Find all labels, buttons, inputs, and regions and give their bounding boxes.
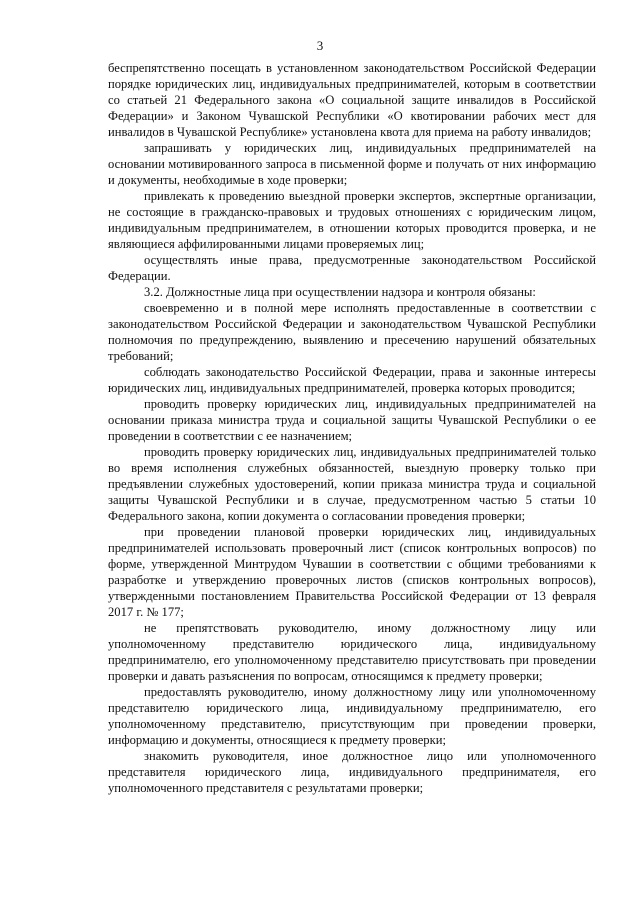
paragraph: знакомить руководителя, иное должностное лицо или уполномоченного представителя юридического лица, индивидуального предпринимателя, его уполномоченного представителя с результатами проверки;: [108, 749, 596, 795]
paragraph: осуществлять иные права, предусмотренные законодательством Российской Федерации.: [108, 253, 596, 283]
paragraph: не препятствовать руководителю, иному должностному лицу или уполномоченному представителю юридического лица, индивидуальному предпринимателю, его уполномоченному представителю присутствовать при проведении проверки и давать разъяснения по вопросам, относящимся к предмету проверки;: [108, 621, 596, 683]
paragraph: проводить проверку юридических лиц, индивидуальных предпринимателей только во время исполнения служебных обязанностей, выездную проверку только при предъявлении служебных удостоверений, копии приказа министра труда и социальной защиты Чувашской Республики и в случае, предусмотренном частью 5 статьи 10 Федерального закона, копии документа о согласовании проведения проверки;: [108, 445, 596, 523]
paragraph: своевременно и в полной мере исполнять предоставленные в соответствии с законодательством Российской Федерации и законодательством Чувашской Республики полномочия по предупреждению, выявлению и пресечению нарушений обязательных требований;: [108, 301, 596, 363]
paragraph: запрашивать у юридических лиц, индивидуальных предпринимателей на основании мотивированного запроса в письменной форме и получать от них информацию и документы, необходимые в ходе проверки;: [108, 141, 596, 187]
paragraph: предоставлять руководителю, иному должностному лицу или уполномоченному представителю юридического лица, индивидуальному предпринимателю, его уполномоченному представителю, присутствующим при проведении проверки, информацию и документы, относящиеся к предмету проверки;: [108, 685, 596, 747]
paragraph: проводить проверку юридических лиц, индивидуальных предпринимателей на основании приказа министра труда и социальной защиты Чувашской Республики о ее проведении в соответствии с ее назначением;: [108, 397, 596, 443]
paragraph: беспрепятственно посещать в установленном законодательством Российской Федерации порядке юридических лиц, индивидуальных предпринимателей, которым в соответствии со статьей 21 Федерального закона «О социальной защите инвалидов в Российской Федерации» и Законом Чувашской Республики «О квотировании рабочих мест для инвалидов в Чувашской Республике» установлена квота для приема на работу инвалидов;: [108, 61, 596, 139]
page-number: 3: [316, 38, 324, 53]
paragraph: соблюдать законодательство Российской Федерации, права и законные интересы юридических лиц, индивидуальных предпринимателей, проверка которых проводится;: [108, 365, 596, 395]
paragraph: при проведении плановой проверки юридических лиц, индивидуальных предпринимателей использовать проверочный лист (список контрольных вопросов) по форме, утвержденной Минтрудом Чувашии в соответствии с общими требованиями к разработке и утверждению проверочных листов (списков контрольных вопросов), утвержденными постановлением Правительства Российской Федерации от 13 февраля 2017 г. № 177;: [108, 525, 596, 619]
paragraph: привлекать к проведению выездной проверки экспертов, экспертные организации, не состоящие в гражданско-правовых и трудовых отношениях с юридическим лицом, индивидуальным предпринимателем, в отношении которых проводится проверка, и не являющиеся аффилированными лицами проверяемых лиц;: [108, 189, 596, 251]
document-body: [108, 60, 596, 796]
section-heading: 3.2. Должностные лица при осуществлении надзора и контроля обязаны:: [144, 285, 536, 299]
